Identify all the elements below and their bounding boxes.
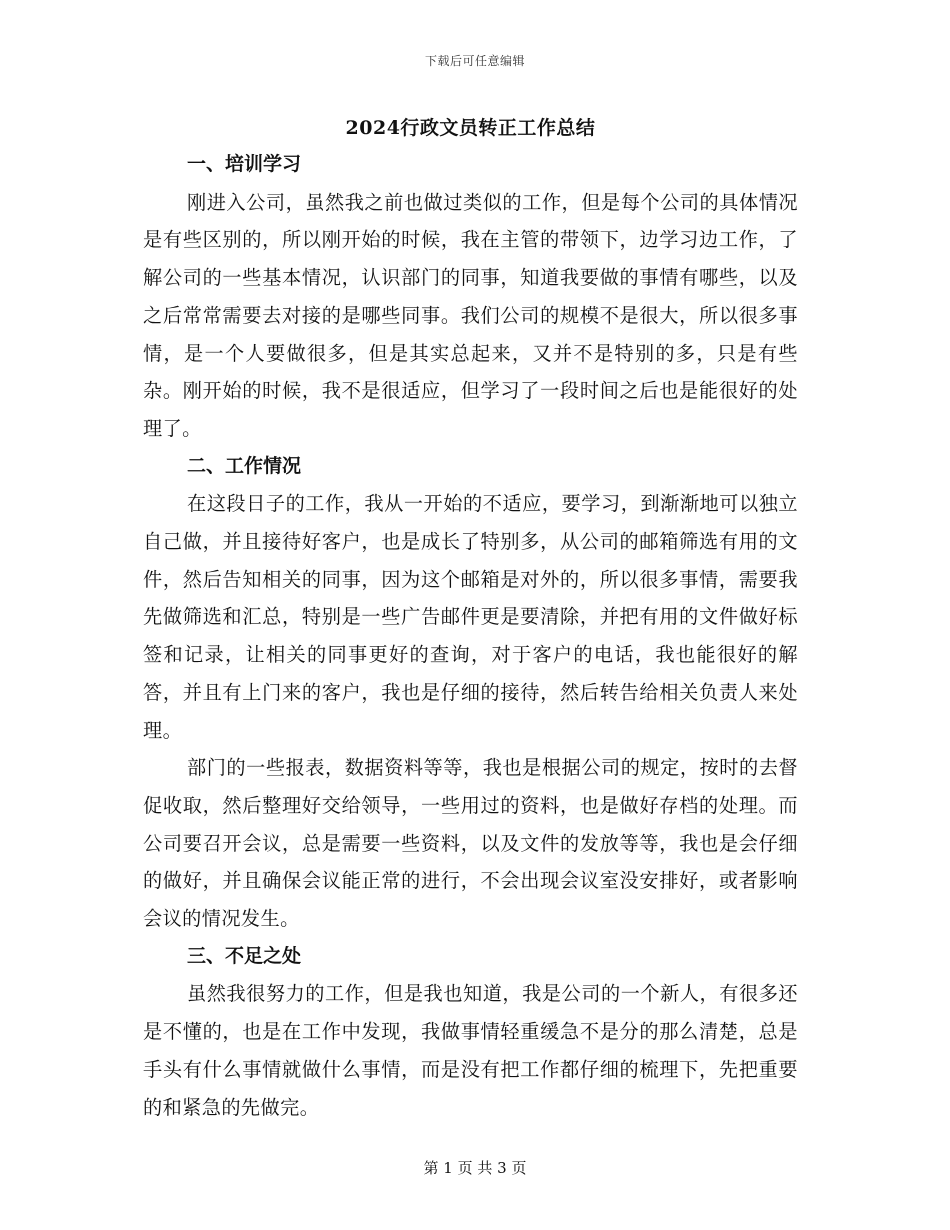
section-heading-work: 二、工作情况 [187, 454, 302, 477]
section-heading-training: 一、培训学习 [187, 153, 302, 175]
section-heading-shortcomings: 三、不足之处 [187, 944, 302, 967]
paragraph-work-1: 在这段日子的工作，我从一开始的不适应，要学习，到渐渐地可以独立自己做，并且接待好客户，也是成长了特别多，从公司的邮箱筛选有用的文件，然后告知相关的同事，因为这个邮箱是对外的，所以很多事情，需要我先做筛选和汇总，特别是一些广告邮件更是要清除，并把有用的文件做好标签和记录，让相关的同事更好的查询，对于客户的电话，我也能很好的解答，并且有上门来的客户，我也是仔细的接待，然后转告给相关负责人来处理。 [143, 492, 798, 742]
paragraph-work-2: 部门的一些报表，数据资料等等，我也是根据公司的规定，按时的去督促收取，然后整理好交给领导，一些用过的资料，也是做好存档的处理。而公司要召开会议，总是需要一些资料，以及文件的发放等等，我也是会仔细的做好，并且确保会议能正常的进行，不会出现会议室没安排好，或者影响会议的情况发生。 [143, 756, 798, 931]
document-title: 2024行政文员转正工作总结 [345, 117, 596, 139]
page-number: 第 1 页 共 3 页 [423, 1159, 527, 1177]
document-body [143, 110, 798, 1126]
header-note: 下载后可任意编辑 [424, 54, 525, 68]
paragraph-training: 刚进入公司，虽然我之前也做过类似的工作，但是每个公司的具体情况是有些区别的，所以刚开始的时候，我在主管的带领下，边学习边工作，了解公司的一些基本情况，认识部门的同事，知道我要做的事情有哪些，以及之后常常需要去对接的是哪些同事。我们公司的规模不是很大，所以很多事情，是一个人要做很多，但是其实总起来，又并不是特别的多，只是有些杂。刚开始的时候，我不是很适应，但学习了一段时间之后也是能很好的处理了。 [143, 190, 798, 440]
paragraph-shortcomings: 虽然我很努力的工作，但是我也知道，我是公司的一个新人，有很多还是不懂的，也是在工作中发现，我做事情轻重缓急不是分的那么清楚，总是手头有什么事情就做什么事情，而是没有把工作都仔细的梳理下，先把重要的和紧急的先做完。 [143, 982, 798, 1119]
